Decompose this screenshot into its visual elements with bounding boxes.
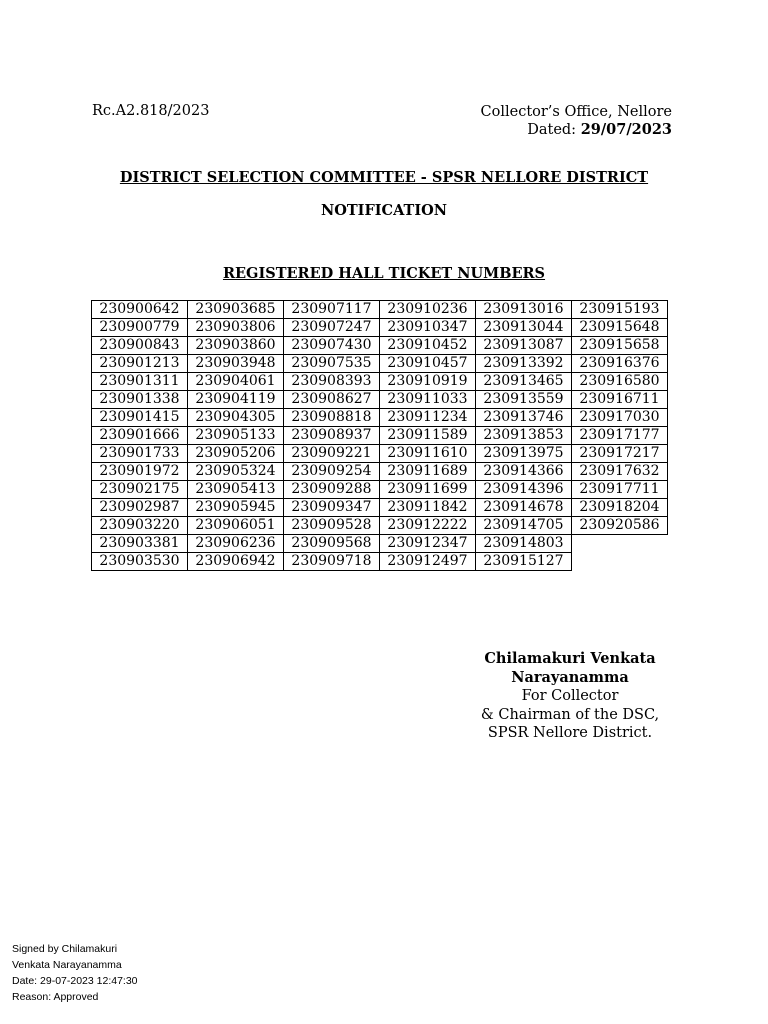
hall-ticket-number: 230913746 [476, 409, 572, 427]
hall-ticket-number: 230902175 [92, 481, 188, 499]
digital-signature-reason: Reason: Approved [12, 991, 99, 1003]
hall-ticket-number: 230916580 [572, 373, 668, 391]
hall-ticket-table-body [92, 301, 668, 571]
hall-ticket-number: 230908818 [284, 409, 380, 427]
table-row [92, 319, 668, 337]
hall-ticket-number: 230908393 [284, 373, 380, 391]
hall-ticket-number: 230909221 [284, 445, 380, 463]
hall-ticket-number: 230905206 [188, 445, 284, 463]
hall-ticket-number: 230905324 [188, 463, 284, 481]
hall-ticket-number: 230904119 [188, 391, 284, 409]
hall-ticket-number: 230916376 [572, 355, 668, 373]
hall-ticket-number: 230917030 [572, 409, 668, 427]
hall-ticket-number: 230914678 [476, 499, 572, 517]
hall-ticket-number: 230913087 [476, 337, 572, 355]
hall-ticket-number: 230903381 [92, 535, 188, 553]
hall-ticket-number: 230910457 [380, 355, 476, 373]
table-row [92, 337, 668, 355]
date-line [481, 121, 672, 139]
hall-ticket-number: 230901338 [92, 391, 188, 409]
reference-number: Rc.A2.818/2023 [92, 103, 210, 119]
hall-ticket-number: 230910236 [380, 301, 476, 319]
hall-ticket-number: 230905945 [188, 499, 284, 517]
hall-ticket-number: 230903685 [188, 301, 284, 319]
hall-ticket-number: 230909718 [284, 553, 380, 571]
hall-ticket-number: 230907117 [284, 301, 380, 319]
hall-ticket-number: 230909288 [284, 481, 380, 499]
table-row [92, 409, 668, 427]
table-row [92, 373, 668, 391]
hall-ticket-number: 230903806 [188, 319, 284, 337]
table-row [92, 535, 668, 553]
digital-signature-block [12, 941, 138, 1005]
table-row [92, 427, 668, 445]
dated-label: Dated: [527, 122, 577, 138]
table-row [92, 355, 668, 373]
dated-value: 29/07/2023 [580, 121, 672, 138]
table-row [92, 517, 668, 535]
table-title: REGISTERED HALL TICKET NUMBERS [222, 265, 546, 282]
hall-ticket-number: 230915193 [572, 301, 668, 319]
hall-ticket-number: 230906236 [188, 535, 284, 553]
hall-ticket-number: 230911589 [380, 427, 476, 445]
table-row [92, 553, 668, 571]
hall-ticket-number: 230901311 [92, 373, 188, 391]
hall-ticket-number: 230901972 [92, 463, 188, 481]
hall-ticket-number: 230911842 [380, 499, 476, 517]
hall-ticket-number: 230911033 [380, 391, 476, 409]
hall-ticket-number: 230913392 [476, 355, 572, 373]
hall-ticket-number: 230912497 [380, 553, 476, 571]
hall-ticket-number: 230917632 [572, 463, 668, 481]
table-row [92, 445, 668, 463]
hall-ticket-number: 230903948 [188, 355, 284, 373]
hall-ticket-number: 230914705 [476, 517, 572, 535]
table-cell-empty [572, 535, 668, 553]
hall-ticket-number: 230904305 [188, 409, 284, 427]
hall-ticket-number: 230913559 [476, 391, 572, 409]
digital-signature-date: Date: 29-07-2023 12:47:30 [12, 975, 138, 987]
hall-ticket-number: 230912222 [380, 517, 476, 535]
hall-ticket-number: 230910347 [380, 319, 476, 337]
hall-ticket-number: 230907247 [284, 319, 380, 337]
hall-ticket-number: 230911610 [380, 445, 476, 463]
table-row [92, 481, 668, 499]
hall-ticket-number: 230911689 [380, 463, 476, 481]
hall-ticket-number: 230903220 [92, 517, 188, 535]
hall-ticket-number: 230905133 [188, 427, 284, 445]
hall-ticket-number: 230910452 [380, 337, 476, 355]
hall-ticket-number: 230915127 [476, 553, 572, 571]
hall-ticket-number: 230911699 [380, 481, 476, 499]
table-row [92, 463, 668, 481]
digital-signature-line: Venkata Narayanamma [12, 959, 122, 971]
hall-ticket-number: 230901415 [92, 409, 188, 427]
hall-ticket-number: 230901213 [92, 355, 188, 373]
document-title: DISTRICT SELECTION COMMITTEE - SPSR NELLORE DISTRICT [119, 169, 649, 186]
signatory-name-line1: Chilamakuri Venkata [484, 650, 656, 667]
hall-ticket-number: 230913016 [476, 301, 572, 319]
hall-ticket-number: 230900642 [92, 301, 188, 319]
hall-ticket-number: 230907535 [284, 355, 380, 373]
hall-ticket-number: 230906051 [188, 517, 284, 535]
hall-ticket-number: 230900779 [92, 319, 188, 337]
hall-ticket-table [91, 300, 668, 571]
signatory-designation: & Chairman of the DSC, [480, 706, 660, 723]
hall-ticket-number: 230914396 [476, 481, 572, 499]
hall-ticket-number: 230913853 [476, 427, 572, 445]
hall-ticket-number: 230917177 [572, 427, 668, 445]
hall-ticket-number: 230901733 [92, 445, 188, 463]
signatory-name-line2: Narayanamma [511, 668, 629, 686]
hall-ticket-number: 230913044 [476, 319, 572, 337]
hall-ticket-number: 230903860 [188, 337, 284, 355]
table-row [92, 499, 668, 517]
signatory-district: SPSR Nellore District. [487, 725, 653, 741]
hall-ticket-number: 230912347 [380, 535, 476, 553]
table-row [92, 391, 668, 409]
hall-ticket-number: 230903530 [92, 553, 188, 571]
signatory-role: For Collector [521, 688, 619, 704]
hall-ticket-number: 230914803 [476, 535, 572, 553]
hall-ticket-number: 230902987 [92, 499, 188, 517]
hall-ticket-number: 230916711 [572, 391, 668, 409]
hall-ticket-number: 230909568 [284, 535, 380, 553]
hall-ticket-number: 230906942 [188, 553, 284, 571]
hall-ticket-number: 230909347 [284, 499, 380, 517]
hall-ticket-number: 230920586 [572, 517, 668, 535]
hall-ticket-number: 230905413 [188, 481, 284, 499]
hall-ticket-number: 230901666 [92, 427, 188, 445]
digital-signature-line: Signed by Chilamakuri [12, 943, 118, 955]
hall-ticket-number: 230913975 [476, 445, 572, 463]
hall-ticket-number: 230909528 [284, 517, 380, 535]
hall-ticket-number: 230900843 [92, 337, 188, 355]
hall-ticket-number: 230914366 [476, 463, 572, 481]
hall-ticket-number: 230911234 [380, 409, 476, 427]
table-cell-empty [572, 553, 668, 571]
hall-ticket-number: 230915648 [572, 319, 668, 337]
notification-heading: NOTIFICATION [321, 202, 447, 219]
hall-ticket-number: 230908937 [284, 427, 380, 445]
hall-ticket-number: 230918204 [572, 499, 668, 517]
hall-ticket-number: 230909254 [284, 463, 380, 481]
hall-ticket-number: 230908627 [284, 391, 380, 409]
signatory-block [440, 650, 700, 743]
table-row [92, 301, 668, 319]
hall-ticket-number: 230904061 [188, 373, 284, 391]
hall-ticket-number: 230907430 [284, 337, 380, 355]
hall-ticket-number: 230910919 [380, 373, 476, 391]
hall-ticket-number: 230913465 [476, 373, 572, 391]
office-name: Collector’s Office, Nellore [480, 104, 672, 120]
hall-ticket-number: 230917217 [572, 445, 668, 463]
office-header [481, 103, 672, 139]
hall-ticket-number: 230915658 [572, 337, 668, 355]
hall-ticket-number: 230917711 [572, 481, 668, 499]
